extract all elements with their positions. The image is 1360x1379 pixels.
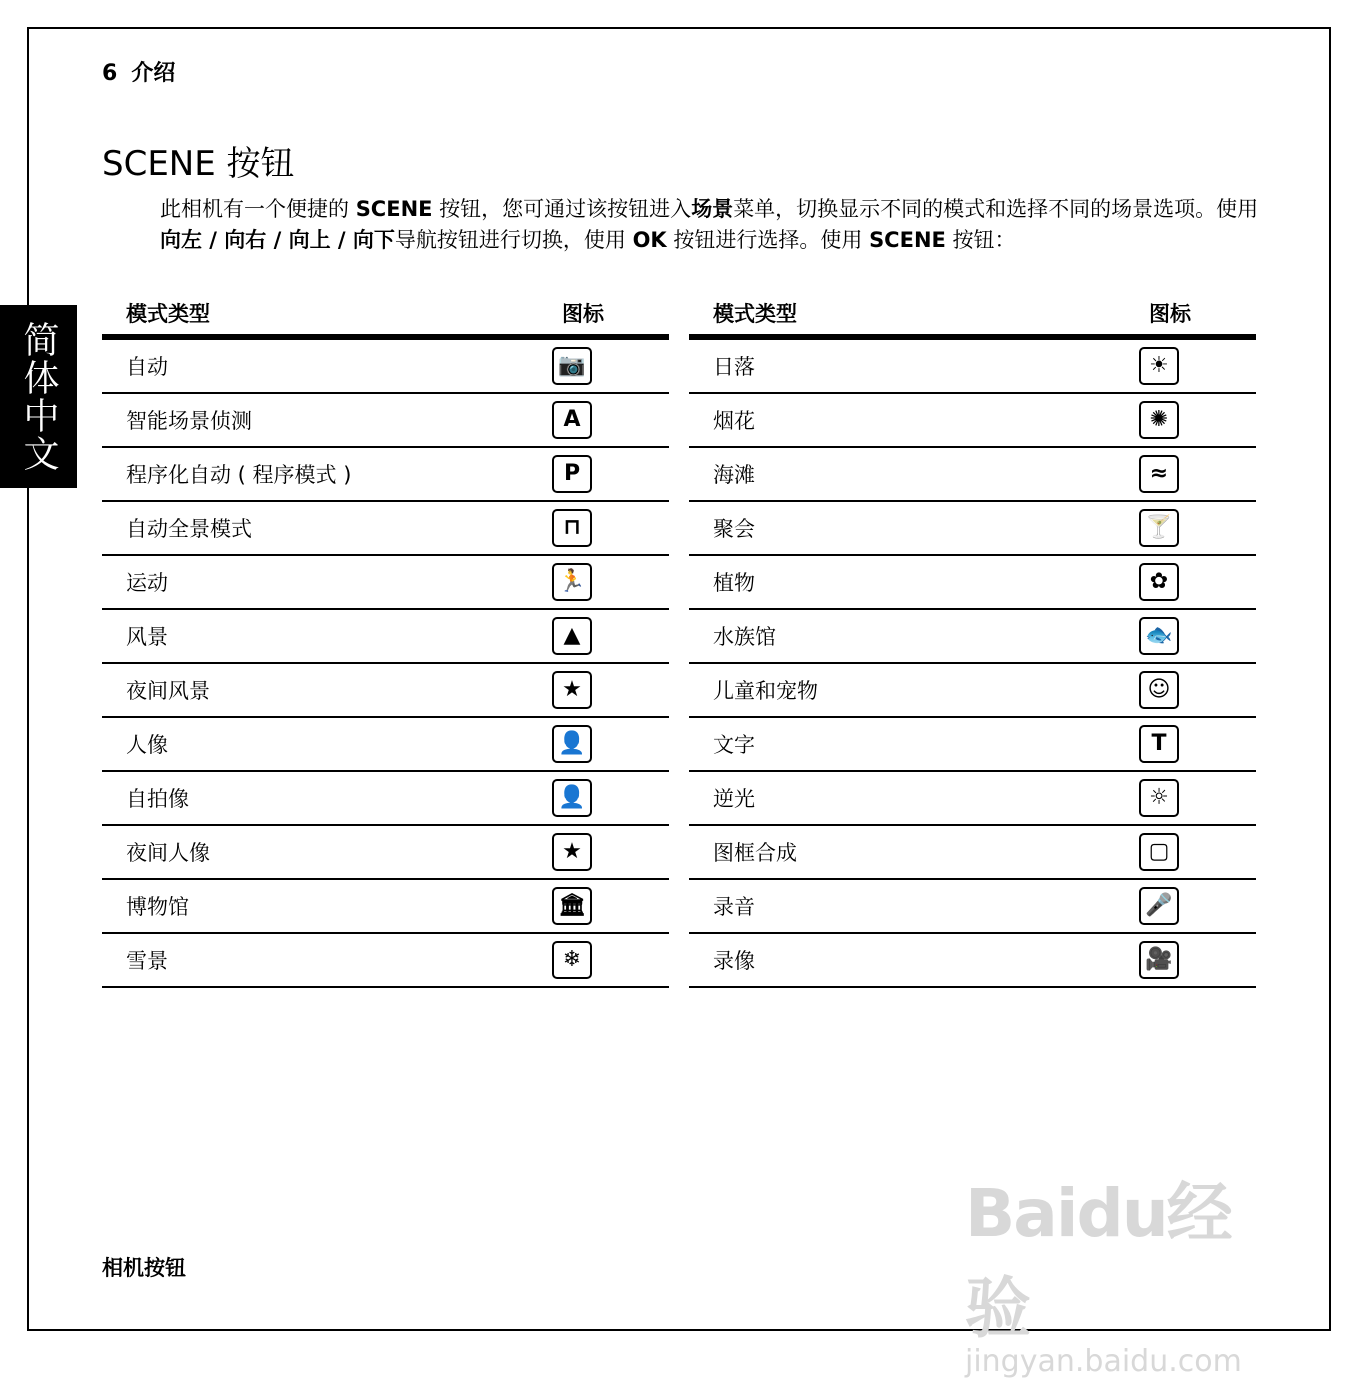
mode-name: 自动 xyxy=(126,355,168,379)
kids-pets-icon: ☺ xyxy=(1139,671,1179,709)
mode-name: 日落 xyxy=(713,355,755,379)
page-header xyxy=(102,56,175,87)
icon-cell xyxy=(549,509,669,547)
watermark-url: jingyan.baidu.com xyxy=(965,1344,1242,1379)
mode-name: 图框合成 xyxy=(713,841,797,865)
intro-text: 按钮： xyxy=(945,228,1016,252)
fireworks-icon: ✺ xyxy=(1139,401,1179,439)
mode-name: 自拍像 xyxy=(126,787,189,811)
mode-name: 自动全景模式 xyxy=(126,517,252,541)
icon-cell xyxy=(1136,455,1256,493)
sports-icon: 🏃 xyxy=(552,563,592,601)
intro-text: 按钮，您可通过该按钮进入 xyxy=(432,197,692,221)
mode-name: 人像 xyxy=(126,733,168,757)
table-row xyxy=(689,610,1256,664)
table-row xyxy=(689,664,1256,718)
icon-cell xyxy=(1136,617,1256,655)
mode-name: 烟花 xyxy=(713,409,755,433)
intro-bold: SCENE xyxy=(869,228,946,252)
icon-cell xyxy=(1136,725,1256,763)
intro-bold: 场景 xyxy=(691,197,734,221)
table-row xyxy=(102,502,669,556)
mode-name: 录像 xyxy=(713,949,755,973)
beach-icon: ≈ xyxy=(1139,455,1179,493)
mode-column-header: 模式类型 xyxy=(126,302,210,326)
self-portrait-icon: 👤 xyxy=(552,779,592,817)
section-title: 介绍 xyxy=(131,61,176,86)
panorama-icon: ⊓ xyxy=(552,509,592,547)
icon-cell xyxy=(549,347,669,385)
intro-text: 菜单，切换显示不同的模式和选择不同的场景选项。使用 xyxy=(733,197,1259,221)
mode-name: 儿童和宠物 xyxy=(713,679,818,703)
icon-cell xyxy=(549,617,669,655)
icon-cell xyxy=(1136,941,1256,979)
mode-name: 博物馆 xyxy=(126,895,189,919)
icon-cell xyxy=(549,455,669,493)
icon-cell xyxy=(549,833,669,871)
table-row xyxy=(689,394,1256,448)
table-row xyxy=(102,934,669,988)
icon-cell xyxy=(1136,887,1256,925)
program-p-icon: P xyxy=(552,455,592,493)
table-row xyxy=(102,664,669,718)
mode-name: 运动 xyxy=(126,571,168,595)
watermark xyxy=(965,1160,1285,1379)
icon-cell xyxy=(549,563,669,601)
icon-cell xyxy=(1136,671,1256,709)
icon-column-header: 图标 xyxy=(562,302,604,326)
intro-text: 此相机有一个便捷的 xyxy=(160,197,356,221)
aquarium-icon: 🐟 xyxy=(1139,617,1179,655)
intro-paragraph xyxy=(160,194,1260,256)
party-icon: 🍸 xyxy=(1139,509,1179,547)
icon-cell xyxy=(549,401,669,439)
backlight-icon: ☼ xyxy=(1139,779,1179,817)
table-row xyxy=(102,826,669,880)
intro-bold: OK xyxy=(632,228,667,252)
mode-name: 水族馆 xyxy=(713,625,776,649)
table-row xyxy=(102,772,669,826)
mode-name: 海滩 xyxy=(713,463,755,487)
icon-column-header: 图标 xyxy=(1149,302,1191,326)
mode-name: 雪景 xyxy=(126,949,168,973)
page-title: SCENE 按钮 xyxy=(102,144,295,184)
table-row xyxy=(689,502,1256,556)
table-row xyxy=(689,340,1256,394)
mode-name: 程序化自动 ( 程序模式 ) xyxy=(126,463,352,487)
table-row xyxy=(689,934,1256,988)
microphone-icon: 🎤 xyxy=(1139,887,1179,925)
language-tab: 简体中文 xyxy=(0,305,77,488)
video-camera-icon: 🎥 xyxy=(1139,941,1179,979)
night-landscape-icon: ★ xyxy=(552,671,592,709)
icon-cell xyxy=(549,887,669,925)
icon-cell xyxy=(1136,563,1256,601)
mode-name: 风景 xyxy=(126,625,168,649)
table-row xyxy=(102,394,669,448)
icon-cell xyxy=(1136,347,1256,385)
mode-name: 智能场景侦测 xyxy=(126,409,252,433)
mode-name: 植物 xyxy=(713,571,755,595)
table-row xyxy=(102,448,669,502)
table-row xyxy=(689,880,1256,934)
icon-cell xyxy=(1136,401,1256,439)
icon-cell xyxy=(1136,833,1256,871)
scene-table-right xyxy=(689,292,1256,988)
sunset-icon: ☀ xyxy=(1139,347,1179,385)
mode-name: 夜间人像 xyxy=(126,841,210,865)
snow-icon: ❄ xyxy=(552,941,592,979)
table-row xyxy=(102,340,669,394)
table-row xyxy=(102,718,669,772)
mode-name: 逆光 xyxy=(713,787,755,811)
scene-table-left xyxy=(102,292,669,988)
table-row xyxy=(102,610,669,664)
table-header xyxy=(689,292,1256,340)
table-row xyxy=(689,772,1256,826)
museum-icon: 🏛 xyxy=(552,887,592,925)
plant-icon: ✿ xyxy=(1139,563,1179,601)
mode-name: 聚会 xyxy=(713,517,755,541)
page-number: 6 xyxy=(102,61,118,86)
table-row xyxy=(102,880,669,934)
intro-bold: 向左 / 向右 / 向上 / 向下 xyxy=(160,228,395,252)
camera-icon: 📷 xyxy=(552,347,592,385)
table-row xyxy=(689,718,1256,772)
icon-cell xyxy=(549,779,669,817)
frame-icon: ▢ xyxy=(1139,833,1179,871)
table-row xyxy=(689,448,1256,502)
table-row xyxy=(102,556,669,610)
mode-name: 夜间风景 xyxy=(126,679,210,703)
footer-section-name: 相机按钮 xyxy=(102,1256,186,1280)
table-row xyxy=(689,826,1256,880)
icon-cell xyxy=(549,671,669,709)
landscape-icon: ▲ xyxy=(552,617,592,655)
mode-name: 文字 xyxy=(713,733,755,757)
icon-cell xyxy=(549,725,669,763)
mode-name: 录音 xyxy=(713,895,755,919)
intro-text: 导航按钮进行切换，使用 xyxy=(394,228,633,252)
text-icon: T xyxy=(1139,725,1179,763)
intro-text: 按钮进行选择。使用 xyxy=(666,228,870,252)
table-row xyxy=(689,556,1256,610)
smart-scene-icon: A xyxy=(552,401,592,439)
watermark-logo: Baidu经验 xyxy=(965,1175,1231,1347)
icon-cell xyxy=(1136,779,1256,817)
portrait-icon: 👤 xyxy=(552,725,592,763)
table-header xyxy=(102,292,669,340)
intro-bold: SCENE xyxy=(355,197,433,221)
icon-cell xyxy=(1136,509,1256,547)
night-portrait-icon: ★ xyxy=(552,833,592,871)
icon-cell xyxy=(549,941,669,979)
mode-column-header: 模式类型 xyxy=(713,302,797,326)
